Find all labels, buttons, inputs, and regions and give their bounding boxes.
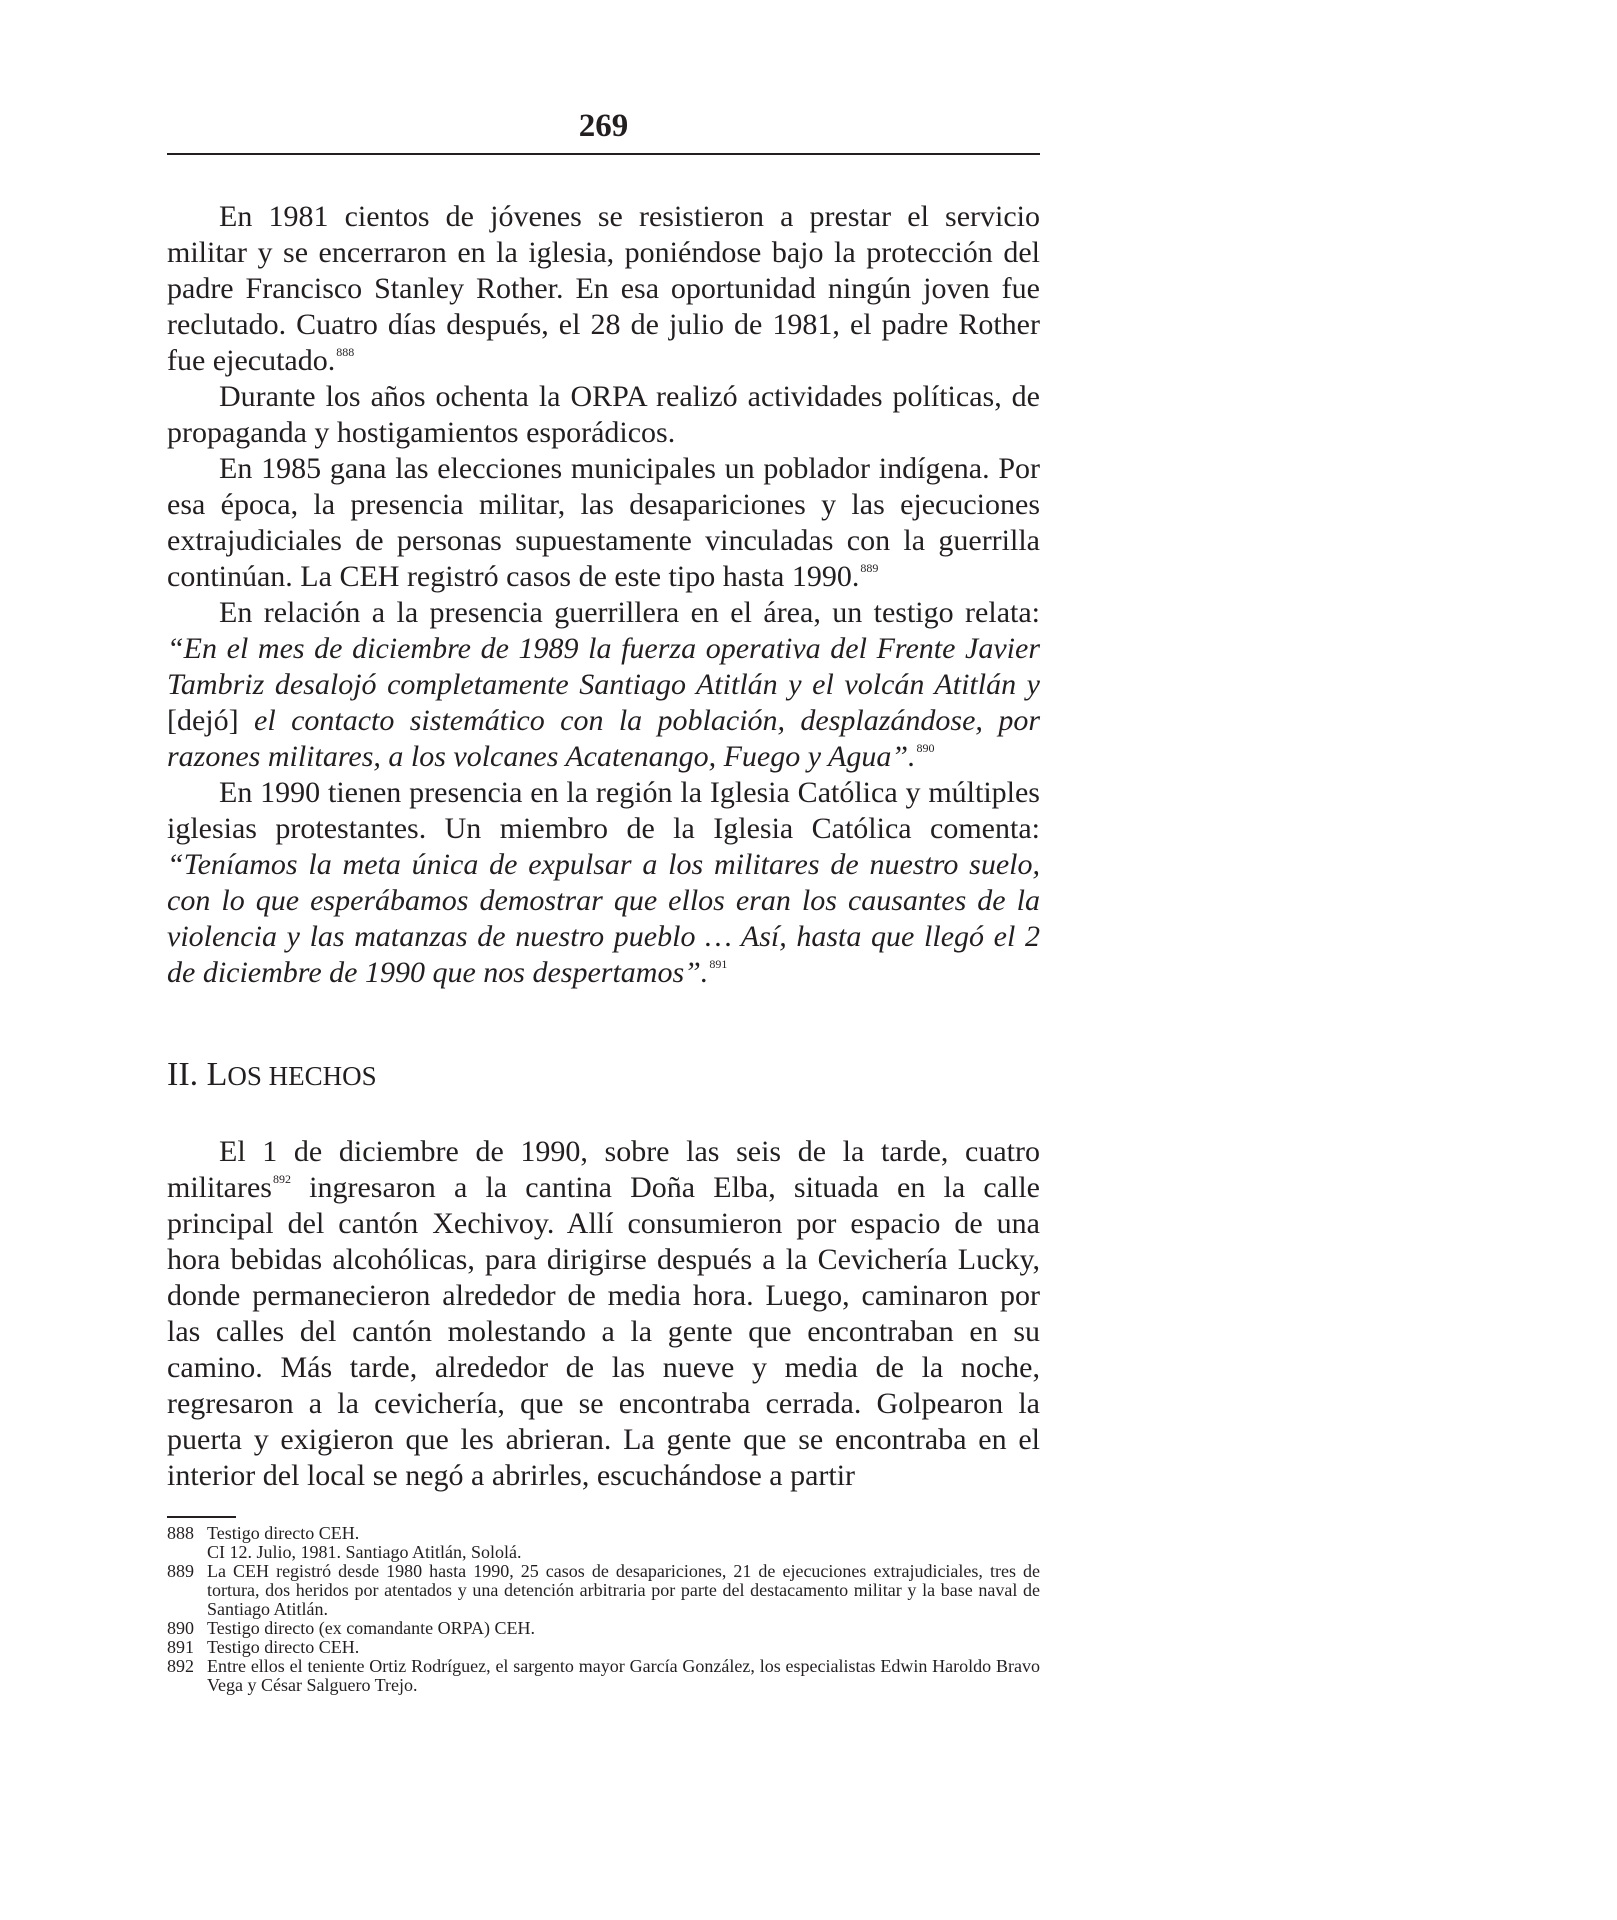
footnote-text: La CEH registró desde 1980 hasta 1990, 25 casos de desapariciones, 21 de ejecuciones extrajudiciales, tres de tortura, dos heridos por atentados y una detención arbitraria por parte del destacamento militar y la base naval de Santiago Atitlán. (207, 1561, 1040, 1619)
footnote-number (167, 1543, 207, 1562)
document-page (167, 110, 1040, 1695)
footnote (167, 1562, 1040, 1619)
section-heading-numeral: II. L (167, 1056, 228, 1093)
footnote-ref: 889 (860, 561, 879, 575)
page-number: 269 (578, 108, 629, 144)
paragraph-text: En 1981 cientos de jóvenes se resistieron a prestar el servicio militar y se encerraron en la iglesia, poniéndose bajo la protección del padre Francisco Stanley Rother. En esa oportunidad ningún joven fue reclutado. Cuatro días después, el 28 de julio de 1981, el padre Rother fue ejecutado. (167, 200, 1040, 377)
paragraph-text: En relación a la presencia guerrillera en el área, un testigo relata: (219, 596, 1040, 629)
body-text-top (167, 199, 1040, 991)
footnote-rule (167, 1516, 236, 1518)
paragraph-text: ingresaron a la cantina Doña Elba, situada en la calle principal del cantón Xechivoy. Allí consumieron por espacio de una hora bebidas alcohólicas, para dirigirse después a la Cevichería Lucky, donde permanecieron alrededor de media hora. Luego, caminaron por las calles del cantón molestando a la gente que encontraban en su camino. Más tarde, alrededor de las nueve y media de la noche, regresaron a la cevichería, que se encontraba cerrada. Golpearon la puerta y exigieron que les abrieran. La gente que se encontraba en el interior del local se negó a abrirles, escuchándose a partir (167, 1171, 1040, 1492)
quote-text: el contacto sistemático con la población, desplazándose, por razones militares, a los volcanes Acatenango, Fuego y Agua”. (167, 704, 1040, 773)
footnote-text: Testigo directo CEH. (207, 1523, 360, 1543)
footnote-ref: 892 (272, 1172, 291, 1186)
paragraph-text: En 1985 gana las elecciones municipales un poblador indígena. Por esa época, la presencia militar, las desapariciones y las ejecuciones extrajudiciales de personas supuestamente vinculadas con la guerrilla continúan. La CEH registró casos de este tipo hasta 1990. (167, 452, 1040, 593)
paragraph (167, 775, 1040, 991)
footnote (167, 1638, 1040, 1657)
section-heading (167, 1055, 1040, 1096)
footnote-number: 890 (167, 1618, 194, 1638)
footnote-number: 889 (167, 1561, 194, 1581)
header-rule (167, 153, 1040, 155)
footnote-text: Testigo directo (ex comandante ORPA) CEH. (207, 1618, 536, 1638)
paragraph-text: Durante los años ochenta la ORPA realizó actividades políticas, de propaganda y hostigamientos esporádicos. (167, 380, 1040, 449)
footnote-ref: 891 (709, 957, 728, 971)
footnote-number: 892 (167, 1656, 194, 1676)
footnote-text: Entre ellos el teniente Ortiz Rodríguez, el sargento mayor García González, los especialistas Edwin Haroldo Bravo Vega y César Salguero Trejo. (207, 1656, 1040, 1695)
paragraph (167, 1134, 1040, 1494)
paragraph (167, 379, 1040, 451)
footnote (167, 1619, 1040, 1638)
footnote-text: CI 12. Julio, 1981. Santiago Atitlán, Sololá. (207, 1542, 522, 1562)
footnote-ref: 888 (336, 345, 355, 359)
footnote-text: Testigo directo CEH. (207, 1637, 360, 1657)
footnotes (167, 1524, 1040, 1695)
paragraph-text: [dejó] (167, 704, 255, 737)
quote-text: “En el mes de diciembre de 1989 la fuerza operativa del Frente Javier Tambriz desalojó completamente Santiago Atitlán y el volcán Atitlán y (167, 632, 1040, 701)
paragraph (167, 595, 1040, 775)
footnote (167, 1543, 1040, 1562)
quote-text: “Teníamos la meta única de expulsar a los militares de nuestro suelo, con lo que esperábamos demostrar que ellos eran los causantes de la violencia y las matanzas de nuestro pueblo … Así, hasta que llegó el 2 de diciembre de 1990 que nos despertamos”. (167, 848, 1040, 989)
paragraph-text: En 1990 tienen presencia en la región la Iglesia Católica y múltiples iglesias protestantes. Un miembro de la Iglesia Católica comenta: (167, 776, 1040, 845)
section-heading-smallcaps: OS HECHOS (227, 1061, 377, 1091)
footnote (167, 1657, 1040, 1695)
paragraph (167, 199, 1040, 379)
footnote-number: 891 (167, 1637, 194, 1657)
footnote (167, 1524, 1040, 1543)
footnote-number: 888 (167, 1523, 194, 1543)
footnote-ref: 890 (916, 741, 935, 755)
body-text-bottom (167, 1134, 1040, 1494)
paragraph (167, 451, 1040, 595)
paragraph-text: El 1 de diciembre de 1990, sobre las seis de la tarde, cuatro militares (167, 1135, 1040, 1204)
